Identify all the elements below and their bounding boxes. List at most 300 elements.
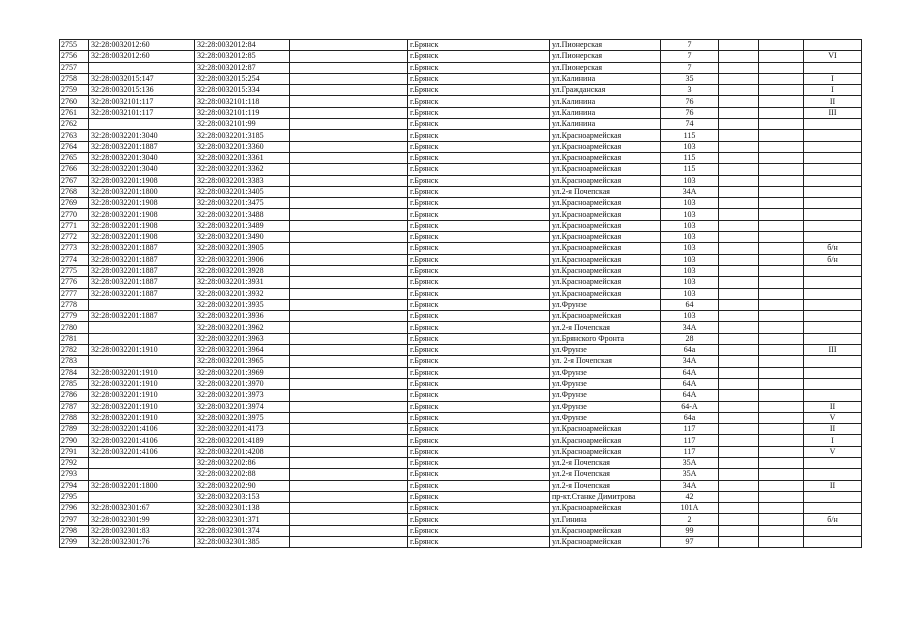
cadastral-number-cell: 32:28:0032201:3362 [195, 164, 290, 175]
table-row [60, 130, 862, 141]
cadastral-number-cell: 32:28:0032201:3969 [195, 367, 290, 378]
extra-col-1-cell [719, 435, 759, 446]
extra-col-2-cell [759, 254, 804, 265]
extra-col-1-cell [719, 164, 759, 175]
extra-col-2-cell [759, 288, 804, 299]
house-number-cell: 103 [661, 220, 719, 231]
city-cell: г.Брянск [408, 390, 550, 401]
city-cell: г.Брянск [408, 85, 550, 96]
row-number-cell: 2766 [60, 164, 89, 175]
extra-col-1-cell [719, 367, 759, 378]
extra-col-2-cell [759, 412, 804, 423]
city-cell: г.Брянск [408, 141, 550, 152]
city-cell: г.Брянск [408, 254, 550, 265]
parent-cadastral-number-cell [89, 322, 195, 333]
city-cell: г.Брянск [408, 367, 550, 378]
street-cell: ул.Гражданская [550, 85, 661, 96]
parent-cadastral-number-cell: 32:28:0032201:4106 [89, 435, 195, 446]
city-cell: г.Брянск [408, 243, 550, 254]
table-row [60, 480, 862, 491]
street-cell: ул.Фрунзе [550, 367, 661, 378]
extra-col-2-cell [759, 457, 804, 468]
cadastral-number-cell: 32:28:0032201:3475 [195, 198, 290, 209]
parent-cadastral-number-cell: 32:28:0032301:76 [89, 537, 195, 548]
empty-col-cell [290, 119, 408, 130]
city-cell: г.Брянск [408, 435, 550, 446]
extra-col-2-cell [759, 96, 804, 107]
premise-number-cell [804, 220, 862, 231]
city-cell: г.Брянск [408, 232, 550, 243]
extra-col-2-cell [759, 141, 804, 152]
extra-col-1-cell [719, 130, 759, 141]
row-number-cell: 2791 [60, 446, 89, 457]
cadastral-number-cell: 32:28:0032201:3965 [195, 356, 290, 367]
row-number-cell: 2774 [60, 254, 89, 265]
extra-col-2-cell [759, 107, 804, 118]
parent-cadastral-number-cell: 32:28:0032201:1887 [89, 254, 195, 265]
premise-number-cell [804, 537, 862, 548]
city-cell: г.Брянск [408, 525, 550, 536]
parent-cadastral-number-cell: 32:28:0032201:1887 [89, 265, 195, 276]
extra-col-2-cell [759, 401, 804, 412]
table-row [60, 446, 862, 457]
city-cell: г.Брянск [408, 119, 550, 130]
city-cell: г.Брянск [408, 480, 550, 491]
street-cell: ул.Калинина [550, 73, 661, 84]
row-number-cell: 2782 [60, 345, 89, 356]
cadastral-number-cell: 32:28:0032201:3964 [195, 345, 290, 356]
extra-col-2-cell [759, 390, 804, 401]
extra-col-2-cell [759, 333, 804, 344]
extra-col-1-cell [719, 424, 759, 435]
extra-col-2-cell [759, 435, 804, 446]
table-row [60, 424, 862, 435]
parent-cadastral-number-cell: 32:28:0032201:1908 [89, 232, 195, 243]
extra-col-1-cell [719, 141, 759, 152]
empty-col-cell [290, 107, 408, 118]
cadastral-number-cell: 32:28:0032201:4189 [195, 435, 290, 446]
table-row [60, 401, 862, 412]
premise-number-cell: III [804, 107, 862, 118]
cadastral-number-cell: 32:28:0032201:3935 [195, 299, 290, 310]
empty-col-cell [290, 378, 408, 389]
premise-number-cell [804, 525, 862, 536]
table-row [60, 333, 862, 344]
cadastral-number-cell: 32:28:0032202:88 [195, 469, 290, 480]
extra-col-1-cell [719, 333, 759, 344]
premise-number-cell [804, 175, 862, 186]
row-number-cell: 2759 [60, 85, 89, 96]
street-cell: ул.Красноармейская [550, 152, 661, 163]
table-row [60, 537, 862, 548]
city-cell: г.Брянск [408, 62, 550, 73]
cadastral-number-cell: 32:28:0032201:3361 [195, 152, 290, 163]
extra-col-1-cell [719, 356, 759, 367]
extra-col-2-cell [759, 503, 804, 514]
parent-cadastral-number-cell: 32:28:0032201:1887 [89, 277, 195, 288]
street-cell: ул.Пионерская [550, 40, 661, 51]
cadastral-number-cell: 32:28:0032301:138 [195, 503, 290, 514]
parent-cadastral-number-cell: 32:28:0032201:3040 [89, 130, 195, 141]
empty-col-cell [290, 457, 408, 468]
table-row [60, 85, 862, 96]
table-row [60, 503, 862, 514]
row-number-cell: 2757 [60, 62, 89, 73]
table-row [60, 525, 862, 536]
cadastral-number-cell: 32:28:0032202:90 [195, 480, 290, 491]
empty-col-cell [290, 311, 408, 322]
empty-col-cell [290, 537, 408, 548]
house-number-cell: 103 [661, 232, 719, 243]
premise-number-cell [804, 390, 862, 401]
parent-cadastral-number-cell: 32:28:0032201:4106 [89, 424, 195, 435]
city-cell: г.Брянск [408, 401, 550, 412]
premise-number-cell: б/н [804, 254, 862, 265]
table-row [60, 164, 862, 175]
cadastral-number-cell: 32:28:0032101:118 [195, 96, 290, 107]
house-number-cell: 97 [661, 537, 719, 548]
premise-number-cell: б/н [804, 243, 862, 254]
extra-col-1-cell [719, 265, 759, 276]
empty-col-cell [290, 51, 408, 62]
city-cell: г.Брянск [408, 96, 550, 107]
empty-col-cell [290, 299, 408, 310]
street-cell: ул.Красноармейская [550, 209, 661, 220]
table-row [60, 322, 862, 333]
row-number-cell: 2780 [60, 322, 89, 333]
cadastral-number-cell: 32:28:0032201:3932 [195, 288, 290, 299]
row-number-cell: 2761 [60, 107, 89, 118]
street-cell: ул.Брянского Фронта [550, 333, 661, 344]
row-number-cell: 2795 [60, 491, 89, 502]
premise-number-cell: VI [804, 51, 862, 62]
table-row [60, 198, 862, 209]
city-cell: г.Брянск [408, 198, 550, 209]
house-number-cell: 35А [661, 457, 719, 468]
row-number-cell: 2799 [60, 537, 89, 548]
empty-col-cell [290, 288, 408, 299]
street-cell: ул.Калинина [550, 96, 661, 107]
premise-number-cell [804, 367, 862, 378]
parent-cadastral-number-cell [89, 491, 195, 502]
table-row [60, 119, 862, 130]
premise-number-cell [804, 288, 862, 299]
street-cell: ул.2-я Почепская [550, 186, 661, 197]
table-row [60, 265, 862, 276]
empty-col-cell [290, 152, 408, 163]
street-cell: ул.Пионерская [550, 62, 661, 73]
street-cell: ул.2-я Почепская [550, 480, 661, 491]
house-number-cell: 3 [661, 85, 719, 96]
parent-cadastral-number-cell: 32:28:0032201:1887 [89, 288, 195, 299]
parent-cadastral-number-cell [89, 333, 195, 344]
street-cell: ул.2-я Почепская [550, 322, 661, 333]
row-number-cell: 2794 [60, 480, 89, 491]
empty-col-cell [290, 480, 408, 491]
table-row [60, 254, 862, 265]
premise-number-cell: I [804, 73, 862, 84]
table-row [60, 73, 862, 84]
extra-col-1-cell [719, 186, 759, 197]
city-cell: г.Брянск [408, 73, 550, 84]
extra-col-1-cell [719, 119, 759, 130]
house-number-cell: 101А [661, 503, 719, 514]
street-cell: ул.Красноармейская [550, 525, 661, 536]
city-cell: г.Брянск [408, 412, 550, 423]
city-cell: г.Брянск [408, 446, 550, 457]
parent-cadastral-number-cell: 32:28:0032015:147 [89, 73, 195, 84]
table-row [60, 288, 862, 299]
extra-col-1-cell [719, 457, 759, 468]
street-cell: ул.Красноармейская [550, 243, 661, 254]
empty-col-cell [290, 412, 408, 423]
house-number-cell: 103 [661, 311, 719, 322]
street-cell: ул.Красноармейская [550, 232, 661, 243]
parent-cadastral-number-cell: 32:28:0032201:1910 [89, 412, 195, 423]
cadastral-number-cell: 32:28:0032201:3488 [195, 209, 290, 220]
empty-col-cell [290, 40, 408, 51]
city-cell: г.Брянск [408, 209, 550, 220]
house-number-cell: 117 [661, 435, 719, 446]
row-number-cell: 2773 [60, 243, 89, 254]
cadastral-number-cell: 32:28:0032201:3970 [195, 378, 290, 389]
premise-number-cell [804, 322, 862, 333]
house-number-cell: 35А [661, 469, 719, 480]
house-number-cell: 115 [661, 164, 719, 175]
row-number-cell: 2769 [60, 198, 89, 209]
parent-cadastral-number-cell [89, 457, 195, 468]
cadastral-number-cell: 32:28:0032201:3905 [195, 243, 290, 254]
street-cell: ул.Пионерская [550, 51, 661, 62]
house-number-cell: 35 [661, 73, 719, 84]
parent-cadastral-number-cell: 32:28:0032301:67 [89, 503, 195, 514]
parent-cadastral-number-cell: 32:28:0032201:1908 [89, 198, 195, 209]
row-number-cell: 2797 [60, 514, 89, 525]
cadastral-number-cell: 32:28:0032101:119 [195, 107, 290, 118]
parent-cadastral-number-cell: 32:28:0032101:117 [89, 96, 195, 107]
extra-col-2-cell [759, 175, 804, 186]
parent-cadastral-number-cell: 32:28:0032015:136 [89, 85, 195, 96]
extra-col-2-cell [759, 424, 804, 435]
extra-col-2-cell [759, 491, 804, 502]
extra-col-1-cell [719, 412, 759, 423]
premise-number-cell: II [804, 424, 862, 435]
extra-col-1-cell [719, 514, 759, 525]
empty-col-cell [290, 356, 408, 367]
premise-number-cell: V [804, 446, 862, 457]
city-cell: г.Брянск [408, 503, 550, 514]
extra-col-1-cell [719, 107, 759, 118]
premise-number-cell: б/н [804, 514, 862, 525]
extra-col-2-cell [759, 51, 804, 62]
table-row [60, 345, 862, 356]
cadastral-number-cell: 32:28:0032201:3975 [195, 412, 290, 423]
premise-number-cell [804, 333, 862, 344]
city-cell: г.Брянск [408, 175, 550, 186]
cadastral-number-cell: 32:28:0032015:254 [195, 73, 290, 84]
house-number-cell: 115 [661, 152, 719, 163]
parent-cadastral-number-cell [89, 62, 195, 73]
extra-col-2-cell [759, 265, 804, 276]
table-row [60, 356, 862, 367]
parent-cadastral-number-cell [89, 469, 195, 480]
cadastral-number-cell: 32:28:0032203:153 [195, 491, 290, 502]
table-row [60, 378, 862, 389]
premise-number-cell [804, 186, 862, 197]
row-number-cell: 2772 [60, 232, 89, 243]
street-cell: ул.Калинина [550, 119, 661, 130]
city-cell: г.Брянск [408, 299, 550, 310]
extra-col-1-cell [719, 311, 759, 322]
house-number-cell: 103 [661, 265, 719, 276]
parent-cadastral-number-cell: 32:28:0032201:1800 [89, 186, 195, 197]
premise-number-cell: II [804, 401, 862, 412]
premise-number-cell: II [804, 96, 862, 107]
cadastral-number-cell: 32:28:0032201:3405 [195, 186, 290, 197]
empty-col-cell [290, 198, 408, 209]
empty-col-cell [290, 186, 408, 197]
table-row [60, 367, 862, 378]
parent-cadastral-number-cell: 32:28:0032201:1910 [89, 345, 195, 356]
empty-col-cell [290, 232, 408, 243]
city-cell: г.Брянск [408, 345, 550, 356]
extra-col-2-cell [759, 446, 804, 457]
row-number-cell: 2771 [60, 220, 89, 231]
empty-col-cell [290, 390, 408, 401]
parent-cadastral-number-cell [89, 119, 195, 130]
extra-col-2-cell [759, 232, 804, 243]
extra-col-1-cell [719, 62, 759, 73]
extra-col-2-cell [759, 311, 804, 322]
cadastral-number-cell: 32:28:0032201:3962 [195, 322, 290, 333]
extra-col-2-cell [759, 119, 804, 130]
cadastral-number-cell: 32:28:0032301:385 [195, 537, 290, 548]
extra-col-1-cell [719, 209, 759, 220]
empty-col-cell [290, 62, 408, 73]
empty-col-cell [290, 367, 408, 378]
city-cell: г.Брянск [408, 457, 550, 468]
table-row [60, 469, 862, 480]
empty-col-cell [290, 85, 408, 96]
city-cell: г.Брянск [408, 186, 550, 197]
parent-cadastral-number-cell: 32:28:0032201:1908 [89, 220, 195, 231]
street-cell: ул.Красноармейская [550, 503, 661, 514]
parent-cadastral-number-cell: 32:28:0032012:60 [89, 40, 195, 51]
extra-col-1-cell [719, 40, 759, 51]
table-body [60, 40, 862, 548]
city-cell: г.Брянск [408, 537, 550, 548]
extra-col-2-cell [759, 73, 804, 84]
parent-cadastral-number-cell: 32:28:0032201:1910 [89, 390, 195, 401]
table-row [60, 51, 862, 62]
extra-col-1-cell [719, 503, 759, 514]
extra-col-2-cell [759, 40, 804, 51]
city-cell: г.Брянск [408, 164, 550, 175]
premise-number-cell [804, 469, 862, 480]
extra-col-1-cell [719, 175, 759, 186]
table-row [60, 141, 862, 152]
house-number-cell: 34А [661, 186, 719, 197]
premise-number-cell [804, 299, 862, 310]
premise-number-cell [804, 40, 862, 51]
parent-cadastral-number-cell [89, 299, 195, 310]
extra-col-1-cell [719, 254, 759, 265]
cadastral-number-cell: 32:28:0032012:85 [195, 51, 290, 62]
city-cell: г.Брянск [408, 288, 550, 299]
street-cell: ул.Красноармейская [550, 277, 661, 288]
house-number-cell: 76 [661, 96, 719, 107]
extra-col-2-cell [759, 322, 804, 333]
cadastral-number-cell: 32:28:0032201:3973 [195, 390, 290, 401]
premise-number-cell [804, 141, 862, 152]
empty-col-cell [290, 243, 408, 254]
extra-col-1-cell [719, 299, 759, 310]
street-cell: ул.Красноармейская [550, 265, 661, 276]
cadastral-number-cell: 32:28:0032202:86 [195, 457, 290, 468]
extra-col-1-cell [719, 243, 759, 254]
table-row [60, 232, 862, 243]
house-number-cell: 64 [661, 299, 719, 310]
extra-col-1-cell [719, 378, 759, 389]
house-number-cell: 117 [661, 424, 719, 435]
row-number-cell: 2775 [60, 265, 89, 276]
row-number-cell: 2762 [60, 119, 89, 130]
premise-number-cell: I [804, 435, 862, 446]
city-cell: г.Брянск [408, 152, 550, 163]
house-number-cell: 42 [661, 491, 719, 502]
street-cell: ул.Красноармейская [550, 446, 661, 457]
extra-col-2-cell [759, 378, 804, 389]
extra-col-2-cell [759, 480, 804, 491]
empty-col-cell [290, 514, 408, 525]
house-number-cell: 103 [661, 175, 719, 186]
empty-col-cell [290, 73, 408, 84]
cadastral-number-cell: 32:28:0032012:87 [195, 62, 290, 73]
empty-col-cell [290, 265, 408, 276]
city-cell: г.Брянск [408, 265, 550, 276]
extra-col-2-cell [759, 367, 804, 378]
parent-cadastral-number-cell: 32:28:0032201:4106 [89, 446, 195, 457]
empty-col-cell [290, 254, 408, 265]
extra-col-2-cell [759, 209, 804, 220]
parent-cadastral-number-cell: 32:28:0032201:1910 [89, 401, 195, 412]
street-cell: пр-кт.Станке Димитрова [550, 491, 661, 502]
house-number-cell: 117 [661, 446, 719, 457]
table-row [60, 457, 862, 468]
row-number-cell: 2793 [60, 469, 89, 480]
empty-col-cell [290, 164, 408, 175]
street-cell: ул.2-я Почепская [550, 469, 661, 480]
street-cell: ул.Красноармейская [550, 130, 661, 141]
cadastral-number-cell: 32:28:0032201:3936 [195, 311, 290, 322]
cadastral-number-cell: 32:28:0032201:3383 [195, 175, 290, 186]
city-cell: г.Брянск [408, 220, 550, 231]
house-number-cell: 34А [661, 356, 719, 367]
street-cell: ул.Фрунзе [550, 299, 661, 310]
premise-number-cell [804, 277, 862, 288]
table-row [60, 412, 862, 423]
row-number-cell: 2778 [60, 299, 89, 310]
extra-col-1-cell [719, 525, 759, 536]
empty-col-cell [290, 333, 408, 344]
parent-cadastral-number-cell: 32:28:0032201:1887 [89, 311, 195, 322]
cadastral-number-cell: 32:28:0032201:3906 [195, 254, 290, 265]
street-cell: ул.Фрунзе [550, 401, 661, 412]
house-number-cell: 2 [661, 514, 719, 525]
extra-col-2-cell [759, 85, 804, 96]
street-cell: ул.Красноармейская [550, 254, 661, 265]
parent-cadastral-number-cell: 32:28:0032201:1908 [89, 209, 195, 220]
